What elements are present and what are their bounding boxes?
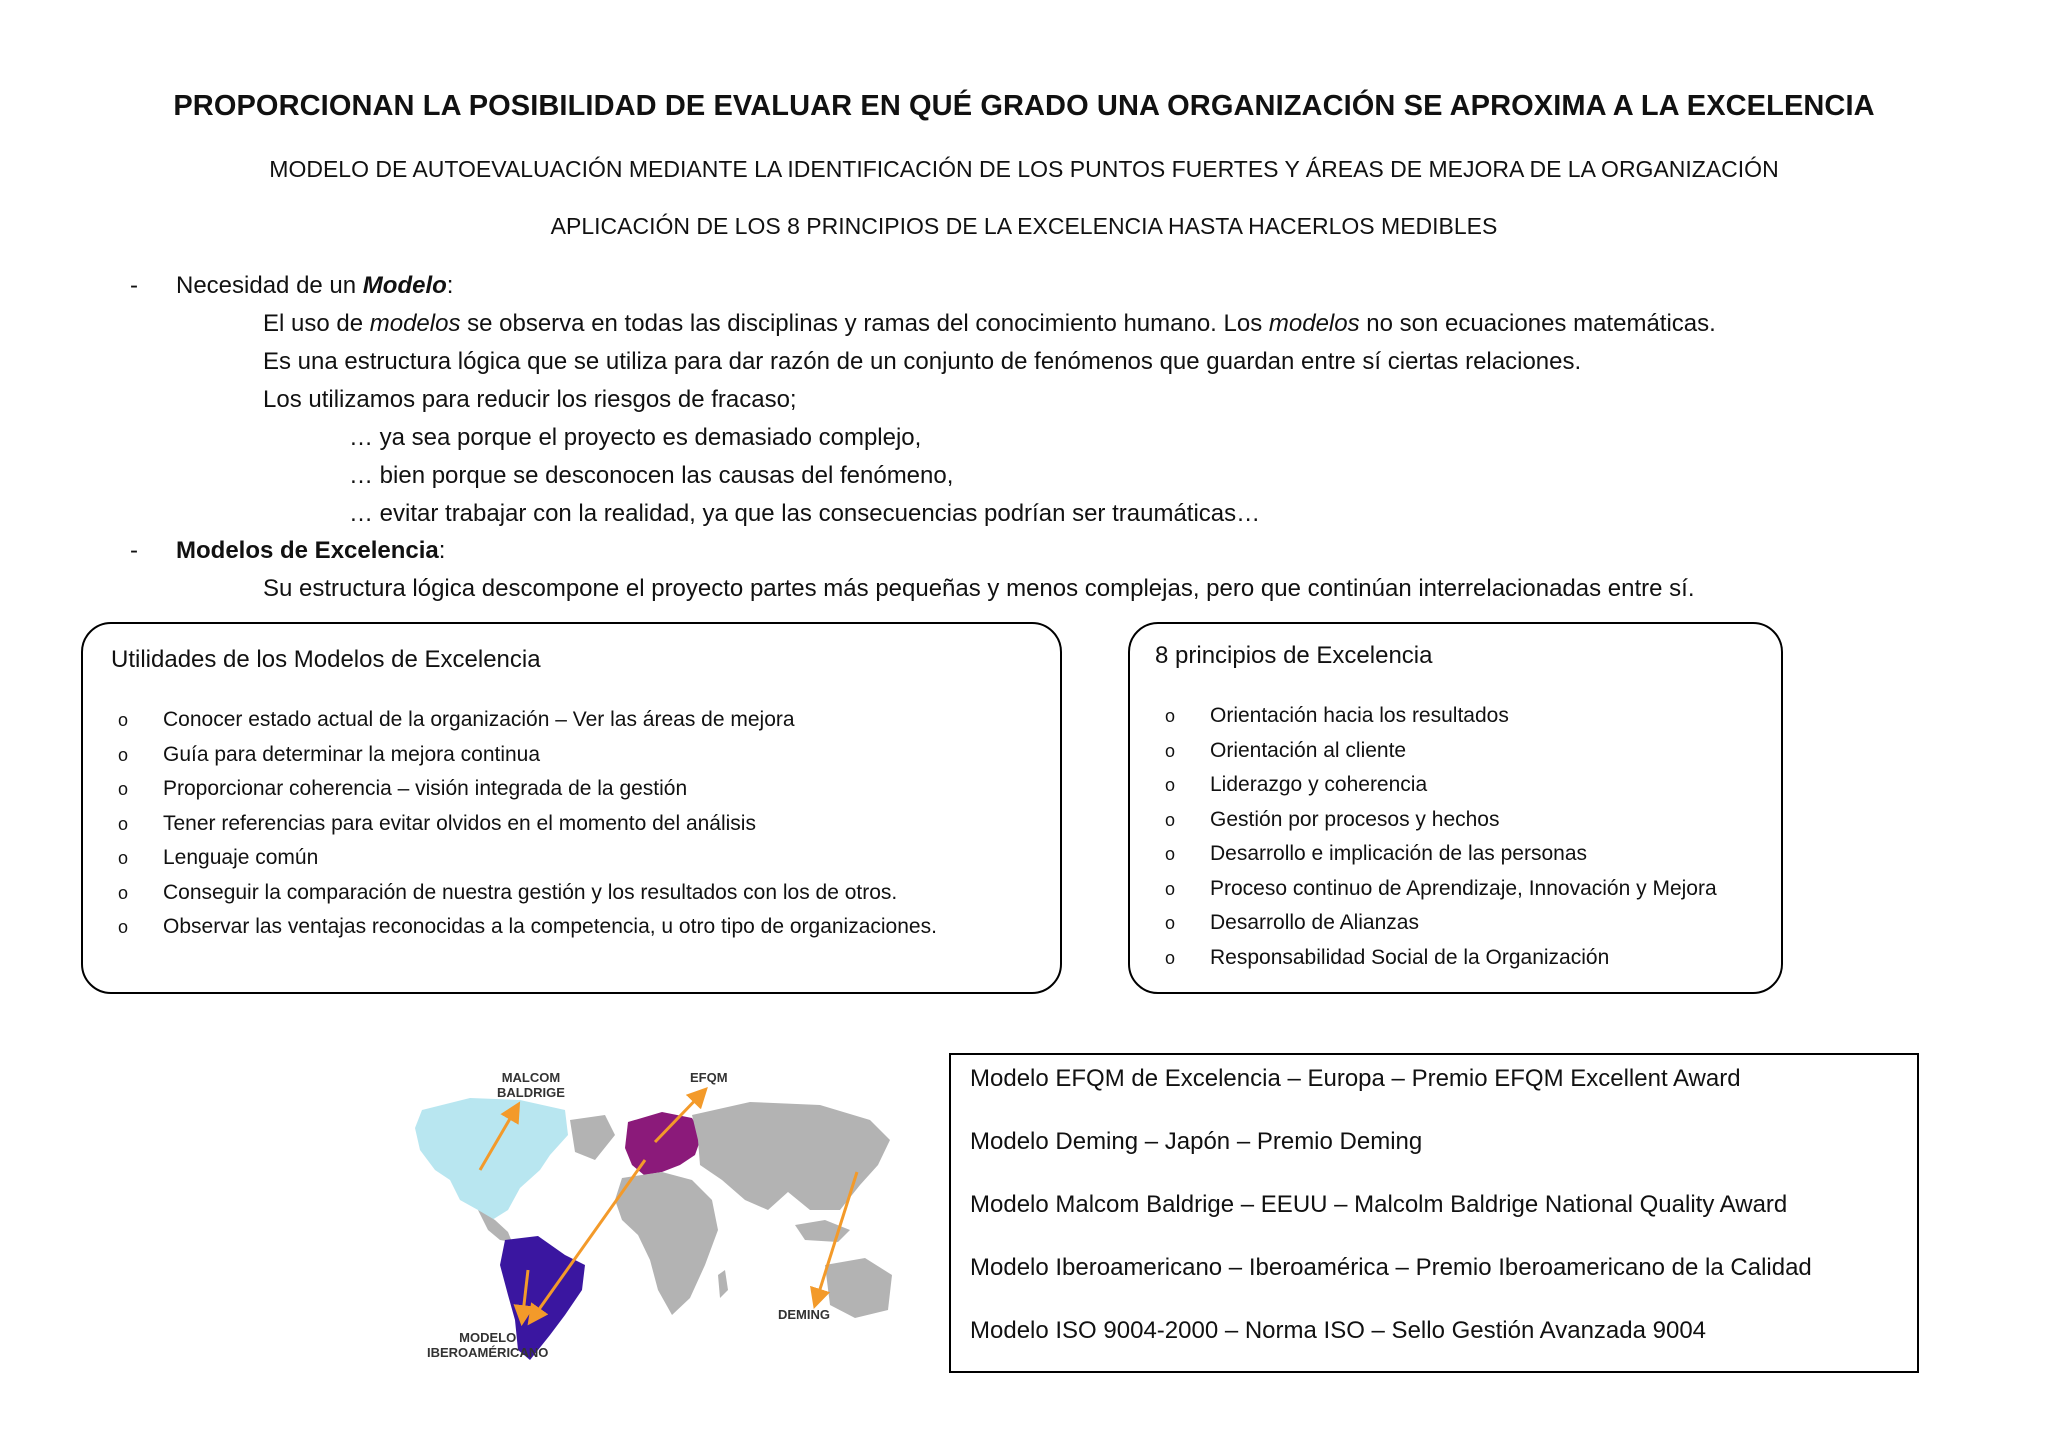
list-item-text: Conocer estado actual de la organización – Ver las áreas de mejora: [163, 708, 795, 731]
bullet-icon: o: [118, 744, 129, 765]
list-item: [1130, 734, 1717, 769]
section2-line1: Su estructura lógica descompone el proyecto partes más pequeñas y menos complejas, pero que continúan interrelacionadas entre sí.: [263, 575, 1695, 602]
bullet-icon: o: [1165, 913, 1176, 933]
map-label-malcom: [497, 1070, 565, 1100]
map-label-efqm: EFQM: [690, 1070, 728, 1085]
subtitle-principios: APLICACIÓN DE LOS 8 PRINCIPIOS DE LA EXCELENCIA HASTA HACERLOS MEDIBLES: [550, 213, 1498, 239]
north-america-shape: [415, 1098, 568, 1220]
bullet-icon: o: [1165, 844, 1176, 864]
section1-heading: [176, 272, 453, 300]
list-item-text: Gestión por procesos y hechos: [1210, 807, 1500, 831]
asia-shape: [692, 1102, 890, 1210]
madagascar-shape: [718, 1270, 728, 1298]
bullet-icon: o: [118, 917, 129, 937]
section2-heading: [176, 537, 445, 565]
list-item-text: Orientación al cliente: [1210, 738, 1407, 762]
line1-part-d: modelos: [1268, 310, 1360, 337]
line1-part-c: se observa en todas las disciplinas y ramas del conocimiento humano. Los: [460, 310, 1269, 337]
section1-line2: Es una estructura lógica que se utiliza para dar razón de un conjunto de fenómenos que guardan entre sí ciertas relaciones.: [263, 348, 1582, 375]
section1-heading-emph: Modelo: [362, 272, 447, 299]
world-map-figure: [400, 1060, 900, 1360]
bullet-icon: o: [118, 848, 129, 868]
utilidades-list: [83, 703, 937, 945]
section2-dash: -: [130, 537, 138, 564]
section1-sub2: … bien porque se desconocen las causas del fenómeno,: [349, 462, 954, 489]
bullet-icon: o: [1165, 809, 1176, 830]
list-item: [1130, 872, 1717, 907]
modelo-deming: Modelo Deming – Japón – Premio Deming: [970, 1128, 1423, 1155]
utilidades-box: [81, 622, 1062, 994]
modelo-iso: Modelo ISO 9004-2000 – Norma ISO – Sello Gestión Avanzada 9004: [970, 1317, 1707, 1344]
section1-sub3: … evitar trabajar con la realidad, ya que las consecuencias podrían ser traumáticas…: [349, 500, 1261, 527]
list-item: [83, 910, 937, 945]
line1-part-a: El uso de: [263, 310, 370, 337]
list-item-text: Responsabilidad Social de la Organización: [1210, 945, 1610, 969]
bullet-icon: o: [118, 813, 129, 834]
list-item: [83, 703, 937, 738]
section2-heading-text: Modelos de Excelencia: [176, 537, 439, 564]
principios-title: 8 principios de Excelencia: [1155, 642, 1433, 669]
bullet-icon: o: [1165, 947, 1176, 968]
section1-dash: -: [130, 272, 138, 299]
bullet-icon: o: [1165, 706, 1176, 726]
modelo-iberoamericano: Modelo Iberoamericano – Iberoamérica – Premio Iberoamericano de la Calidad: [970, 1254, 1812, 1281]
section1-sub1: … ya sea porque el proyecto es demasiado complejo,: [349, 424, 922, 451]
subtitle-autoevaluacion: MODELO DE AUTOEVALUACIÓN MEDIANTE LA IDENTIFICACIÓN DE LOS PUNTOS FUERTES Y ÁREAS DE MEJORA DE LA ORGANIZACIÓN: [269, 156, 1779, 182]
bullet-icon: o: [1165, 775, 1176, 795]
section1-heading-prefix: Necesidad de un: [176, 272, 363, 299]
modelo-efqm: Modelo EFQM de Excelencia – Europa – Premio EFQM Excellent Award: [970, 1065, 1741, 1092]
section2-heading-suffix: :: [438, 537, 446, 564]
list-item: [1130, 906, 1717, 941]
principios-box: [1128, 622, 1783, 994]
list-item-text: Conseguir la comparación de nuestra gestión y los resultados con los de otros.: [163, 880, 898, 904]
map-label-ibero-line1: MODELO: [459, 1330, 517, 1345]
map-label-deming: DEMING: [778, 1307, 830, 1322]
modelo-malcom: Modelo Malcom Baldrige – EEUU – Malcolm Baldrige National Quality Award: [970, 1191, 1788, 1218]
list-item: [83, 841, 937, 876]
list-item: [83, 738, 937, 773]
list-item: [1130, 699, 1717, 734]
list-item: [1130, 768, 1717, 803]
list-item-text: Observar las ventajas reconocidas a la competencia, u otro tipo de organizaciones.: [163, 915, 937, 938]
list-item-text: Desarrollo de Alianzas: [1210, 911, 1419, 934]
list-item-text: Guía para determinar la mejora continua: [163, 742, 541, 766]
map-label-ibero: [427, 1330, 548, 1360]
list-item-text: Proporcionar coherencia – visión integrada de la gestión: [163, 777, 688, 800]
page-title: PROPORCIONAN LA POSIBILIDAD DE EVALUAR EN QUÉ GRADO UNA ORGANIZACIÓN SE APROXIMA A LA EXCELENCIA: [173, 90, 1875, 122]
arrow-europe-ibero: [530, 1160, 645, 1322]
modelos-box: [949, 1053, 1919, 1373]
utilidades-title: Utilidades de los Modelos de Excelencia: [111, 646, 541, 673]
list-item: [83, 876, 937, 911]
bullet-icon: o: [1165, 740, 1176, 761]
list-item: [83, 807, 937, 842]
section1-heading-suffix: :: [446, 272, 454, 299]
bullet-icon: o: [118, 882, 129, 903]
map-label-ibero-line2: IBEROAMÉRICANO: [427, 1345, 549, 1360]
list-item-text: Liderazgo y coherencia: [1210, 773, 1428, 796]
list-item-text: Lenguaje común: [163, 846, 319, 869]
list-item: [1130, 837, 1717, 872]
europe-shape: [625, 1112, 702, 1175]
bullet-icon: o: [1165, 878, 1176, 899]
australia-shape: [825, 1258, 892, 1318]
section1-line1: [263, 310, 1716, 338]
bullet-icon: o: [118, 710, 129, 730]
list-item-text: Desarrollo e implicación de las personas: [1210, 842, 1588, 865]
list-item: [83, 772, 937, 807]
list-item: [1130, 803, 1717, 838]
list-item-text: Tener referencias para evitar olvidos en el momento del análisis: [163, 811, 756, 835]
principios-list: [1130, 699, 1717, 975]
line1-part-e: no son ecuaciones matemáticas.: [1359, 310, 1716, 337]
list-item-text: Orientación hacia los resultados: [1210, 704, 1509, 727]
bullet-icon: o: [118, 779, 129, 799]
map-label-malcom-line2: BALDRIGE: [497, 1085, 565, 1100]
line1-part-b: modelos: [369, 310, 461, 337]
africa-shape: [615, 1172, 718, 1315]
greenland-shape: [570, 1115, 615, 1160]
list-item: [1130, 941, 1717, 976]
list-item-text: Proceso continuo de Aprendizaje, Innovación y Mejora: [1210, 876, 1717, 900]
section1-line3: Los utilizamos para reducir los riesgos de fracaso;: [263, 386, 797, 413]
map-label-malcom-line1: MALCOM: [501, 1070, 561, 1085]
